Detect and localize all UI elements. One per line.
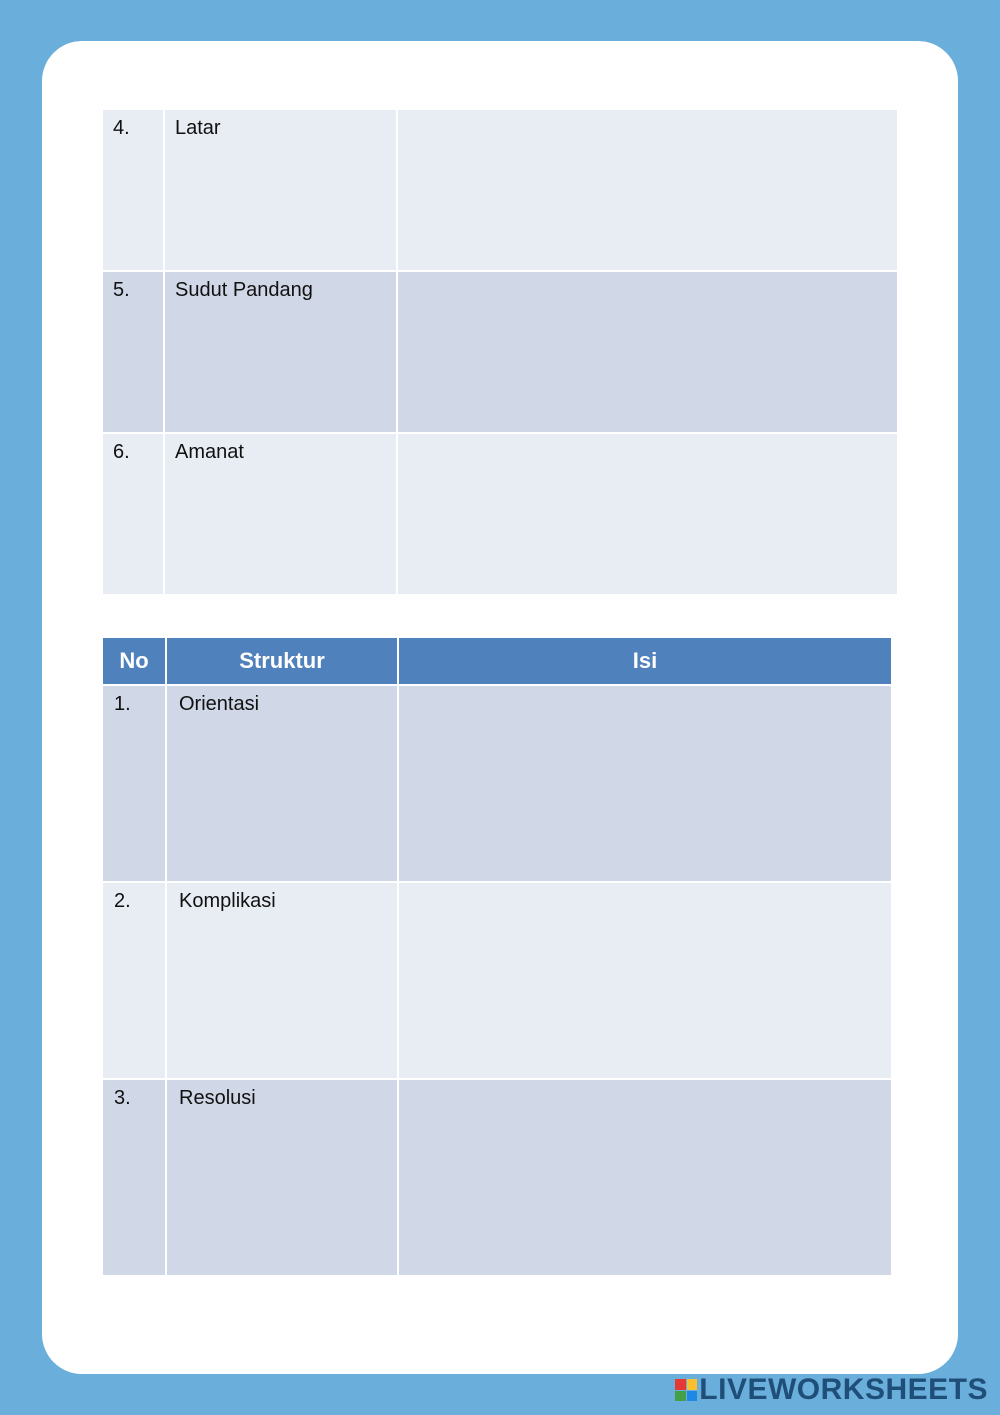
row-number: 5. <box>113 279 130 301</box>
header-struktur: Struktur <box>166 637 398 685</box>
row-label: Komplikasi <box>179 890 276 912</box>
answer-cell-amanat[interactable] <box>397 433 898 595</box>
structure-table <box>101 636 893 1277</box>
answer-cell-orientasi[interactable] <box>398 685 892 882</box>
row-number: 1. <box>114 693 131 715</box>
answer-cell-resolusi[interactable] <box>398 1079 892 1276</box>
row-label: Orientasi <box>179 693 260 715</box>
row-number: 3. <box>114 1087 131 1109</box>
row-label: Amanat <box>175 441 244 463</box>
row-number: 6. <box>113 441 130 463</box>
header-isi: Isi <box>398 637 892 685</box>
table-row <box>102 882 892 1079</box>
table-row <box>102 685 892 882</box>
table-row <box>102 271 898 433</box>
row-number: 4. <box>113 117 130 139</box>
table-row <box>102 433 898 595</box>
row-label: Sudut Pandang <box>175 279 313 301</box>
answer-cell-sudut-pandang[interactable] <box>397 271 898 433</box>
liveworksheets-watermark[interactable] <box>675 1373 988 1407</box>
row-number: 2. <box>114 890 131 912</box>
table-row <box>102 1079 892 1276</box>
table-row <box>102 109 898 271</box>
header-no: No <box>102 637 166 685</box>
row-label: Latar <box>175 117 221 139</box>
element-table-continued <box>101 108 899 596</box>
watermark-text: LIVEWORKSHEETS <box>699 1373 988 1406</box>
row-label: Resolusi <box>179 1087 256 1109</box>
answer-cell-latar[interactable] <box>397 109 898 271</box>
table-header-row <box>102 637 892 685</box>
answer-cell-komplikasi[interactable] <box>398 882 892 1079</box>
liveworksheets-logo-icon <box>675 1379 697 1401</box>
